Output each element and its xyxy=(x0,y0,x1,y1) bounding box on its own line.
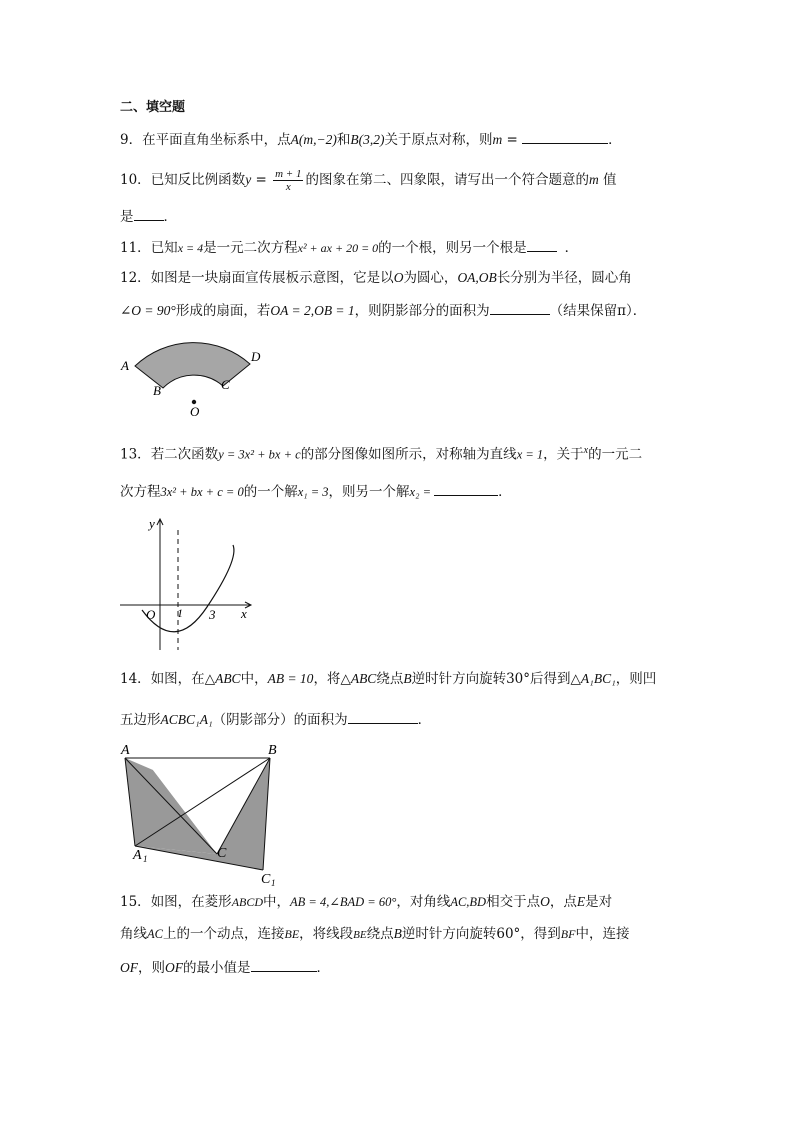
q10-answer-blank[interactable] xyxy=(134,206,164,221)
q12-shaded-ring xyxy=(135,343,250,388)
q11-text-2: 是一元二次方程 xyxy=(203,240,298,256)
q14-text-6: ，则凹 xyxy=(615,671,657,687)
q11-end: ． xyxy=(564,240,579,256)
question-10-line-2 xyxy=(120,206,177,227)
q13-parabola-curve xyxy=(142,545,234,632)
q15-of-2: OF xyxy=(165,960,183,975)
q13-label-x: x xyxy=(241,606,247,621)
q13-function: y = 3x² + bx + c xyxy=(218,447,301,462)
q10-equals: = xyxy=(251,172,272,188)
q15-answer-blank[interactable] xyxy=(251,957,317,972)
q15-be-2: BE xyxy=(353,929,367,941)
q13-label-3: 3 xyxy=(209,607,216,622)
q15-text-5: ，点 xyxy=(549,894,577,910)
q14-label-a1: A xyxy=(133,848,142,863)
q15-line3-a: ，则 xyxy=(138,960,165,976)
q13-end: ． xyxy=(498,484,512,500)
question-11 xyxy=(120,237,578,258)
q15-number: 15． xyxy=(120,894,151,910)
q11-condition: x = 4 xyxy=(177,241,204,255)
q14-text-5: 逆时针方向旋转30°后得到 xyxy=(411,671,571,687)
q14-label-a: A xyxy=(121,743,130,758)
q12-values: OA = 2,OB = 1 xyxy=(270,303,355,318)
q14-text-1: 如图，在 xyxy=(150,671,205,687)
q13-text-3: ，关于 xyxy=(543,446,584,463)
q13-line2-a: 次方程 xyxy=(120,484,161,500)
q10-line2: 是 xyxy=(120,209,134,225)
q14-label-a1-sub: 1 xyxy=(143,854,148,864)
question-13-line-2 xyxy=(120,481,512,502)
q15-end: ． xyxy=(316,960,330,976)
q10-fraction xyxy=(273,168,303,193)
q15-text-4: 相交于点 xyxy=(486,894,541,910)
q12-label-d: D xyxy=(251,349,261,364)
q13-text-2: 的部分图像如图所示，对称轴为直线 xyxy=(300,446,517,463)
section-title: 二、填空题 xyxy=(120,100,186,115)
question-12 xyxy=(120,268,632,288)
q13-label-o: O xyxy=(146,607,156,622)
question-14-line-2 xyxy=(120,709,431,730)
q15-of: OF xyxy=(120,960,138,975)
q12-text-6: （结果保留π）． xyxy=(549,303,647,319)
q12-angle: ∠O = 90° xyxy=(120,303,176,318)
q14-label-c: C xyxy=(217,846,227,861)
q14-label-b: B xyxy=(268,743,277,758)
q14-pentagon: ACBC₁A₁ xyxy=(160,712,213,727)
q14-text-3: ，将 xyxy=(313,671,341,687)
q15-line2-b: 上的一个动点，连接 xyxy=(162,926,285,942)
q12-text-1: 如图是一块扇面宣传展板示意图，它是以 xyxy=(150,270,394,286)
q10-frac-denominator: x xyxy=(285,181,291,193)
q15-bf: BF xyxy=(560,927,576,941)
q13-line2-b: 的一个解 xyxy=(243,484,298,500)
q15-line2-d: 绕点 xyxy=(366,926,394,942)
q9-answer-blank[interactable] xyxy=(522,129,608,144)
q14-b: B xyxy=(403,671,412,686)
q13-label-1: 1 xyxy=(177,606,183,620)
q10-end: ． xyxy=(163,209,177,225)
question-9 xyxy=(120,129,622,150)
q15-line2-e: 逆时针方向旋转60°，得到 xyxy=(401,926,561,942)
q10-y: y xyxy=(245,172,252,187)
q12-oa-ob: OA,OB xyxy=(457,270,497,285)
q11-text-3: 的一个根，则另一个根是 xyxy=(378,240,527,256)
question-15 xyxy=(120,892,612,912)
q14-line2-b: （阴影部分）的面积为 xyxy=(212,712,348,728)
q15-text-3: ，对角线 xyxy=(396,894,451,910)
q12-label-b: B xyxy=(153,383,161,398)
q14-triangle: △ABC xyxy=(204,671,241,686)
q9-m: m xyxy=(492,132,503,147)
question-13 xyxy=(120,441,642,465)
q10-frac-numerator: m + 1 xyxy=(275,168,302,180)
q14-text-4: 绕点 xyxy=(376,671,404,687)
q13-answer-blank[interactable] xyxy=(434,481,498,496)
q13-text-1: 若二次函数 xyxy=(150,446,219,463)
q11-answer-blank[interactable] xyxy=(527,237,557,252)
question-10 xyxy=(120,168,617,193)
q10-number: 10． xyxy=(120,172,151,188)
q14-text-2: 中， xyxy=(240,671,268,687)
q15-be: BE xyxy=(284,927,300,941)
q12-number: 12． xyxy=(120,270,151,286)
q9-text-2: 和 xyxy=(336,132,351,148)
q15-diagonals: AC,BD xyxy=(450,895,487,909)
q14-rotation-figure xyxy=(115,738,295,888)
q13-number: 13． xyxy=(120,446,151,463)
q10-text-3: 值 xyxy=(598,172,617,188)
question-12-line-2 xyxy=(120,300,646,321)
q15-b: B xyxy=(393,926,402,941)
q9-point-b: B xyxy=(350,132,359,147)
q14-ab: AB = 10 xyxy=(267,671,314,686)
q12-o: O xyxy=(393,270,404,285)
q15-text-2: 中， xyxy=(263,894,291,910)
q14-number: 14． xyxy=(120,671,151,687)
q13-text-4: 的一元二 xyxy=(588,446,643,463)
q12-label-a: A xyxy=(121,358,129,373)
q10-m: m xyxy=(588,172,599,187)
q12-text-2: 为圆心， xyxy=(403,270,458,286)
q12-sector-figure xyxy=(115,330,275,420)
q13-equation: 3x² + bx + c = 0 xyxy=(160,485,244,499)
q12-label-c: C xyxy=(221,377,230,392)
q14-label-c1: C xyxy=(261,872,271,887)
q9-number: 9． xyxy=(120,132,143,148)
q12-text-3: 长分别为半径，圆心角 xyxy=(496,270,632,286)
q9-point-b-coords: (3,2) xyxy=(358,132,385,147)
q13-line2-c: ，则另一个解 xyxy=(328,484,410,500)
q13-x1: x₁ = 3 xyxy=(297,485,329,499)
q15-o: O xyxy=(540,894,550,909)
q13-label-y: y xyxy=(149,516,155,531)
q13-axis: x = 1 xyxy=(516,447,544,462)
q14-label-c1-sub: 1 xyxy=(271,878,276,888)
q15-line3-b: 的最小值是 xyxy=(183,960,251,976)
q12-text-5: ，则阴影部分的面积为 xyxy=(354,303,490,319)
q15-text-1: 如图，在菱形 xyxy=(150,894,232,910)
q9-equals: = xyxy=(502,132,523,148)
question-15-line-3 xyxy=(120,957,330,978)
q9-text-1: 在平面直角坐标系中，点 xyxy=(142,132,291,148)
q15-line2-f: 中，连接 xyxy=(575,926,630,942)
q12-answer-blank[interactable] xyxy=(490,300,550,315)
q10-text-2: 的图象在第二、四象限，请写出一个符合题意的 xyxy=(305,172,589,188)
q15-text-6: 是对 xyxy=(585,894,613,910)
q11-text-1: 已知 xyxy=(150,240,178,256)
q14-triangle-3: △A₁BC₁ xyxy=(570,671,616,686)
q9-text-3: 关于原点对称，则 xyxy=(384,132,493,148)
q12-label-o: O xyxy=(190,404,200,419)
q15-ac: AC xyxy=(147,927,163,941)
q13-parabola-figure xyxy=(115,515,260,655)
q15-line2-a: 角线 xyxy=(120,926,147,942)
q9-end: ． xyxy=(608,132,622,148)
q13-x2: x₂ = xyxy=(409,485,435,499)
q15-line2-c: ，将线段 xyxy=(299,926,354,942)
q11-number: 11． xyxy=(120,240,151,256)
q13-x: x xyxy=(583,445,589,456)
q15-e: E xyxy=(576,894,586,909)
q15-condition: AB = 4,∠BAD = 60° xyxy=(290,895,397,909)
q14-triangle-2: △ABC xyxy=(340,671,377,686)
q10-text-1: 已知反比例函数 xyxy=(150,172,246,188)
q15-abcd: ABCD xyxy=(231,895,264,909)
q9-point-a-coords: (m,−2) xyxy=(298,132,337,147)
q14-end: ． xyxy=(417,712,432,728)
question-14 xyxy=(120,669,656,689)
q11-equation: x² + ax + 20 = 0 xyxy=(297,241,379,255)
q12-text-4: 形成的扇面，若 xyxy=(175,303,271,319)
q9-point-a: A xyxy=(290,132,299,147)
question-15-line-2 xyxy=(120,924,629,945)
q14-line2-a: 五边形 xyxy=(120,712,161,728)
q14-answer-blank[interactable] xyxy=(348,709,418,724)
